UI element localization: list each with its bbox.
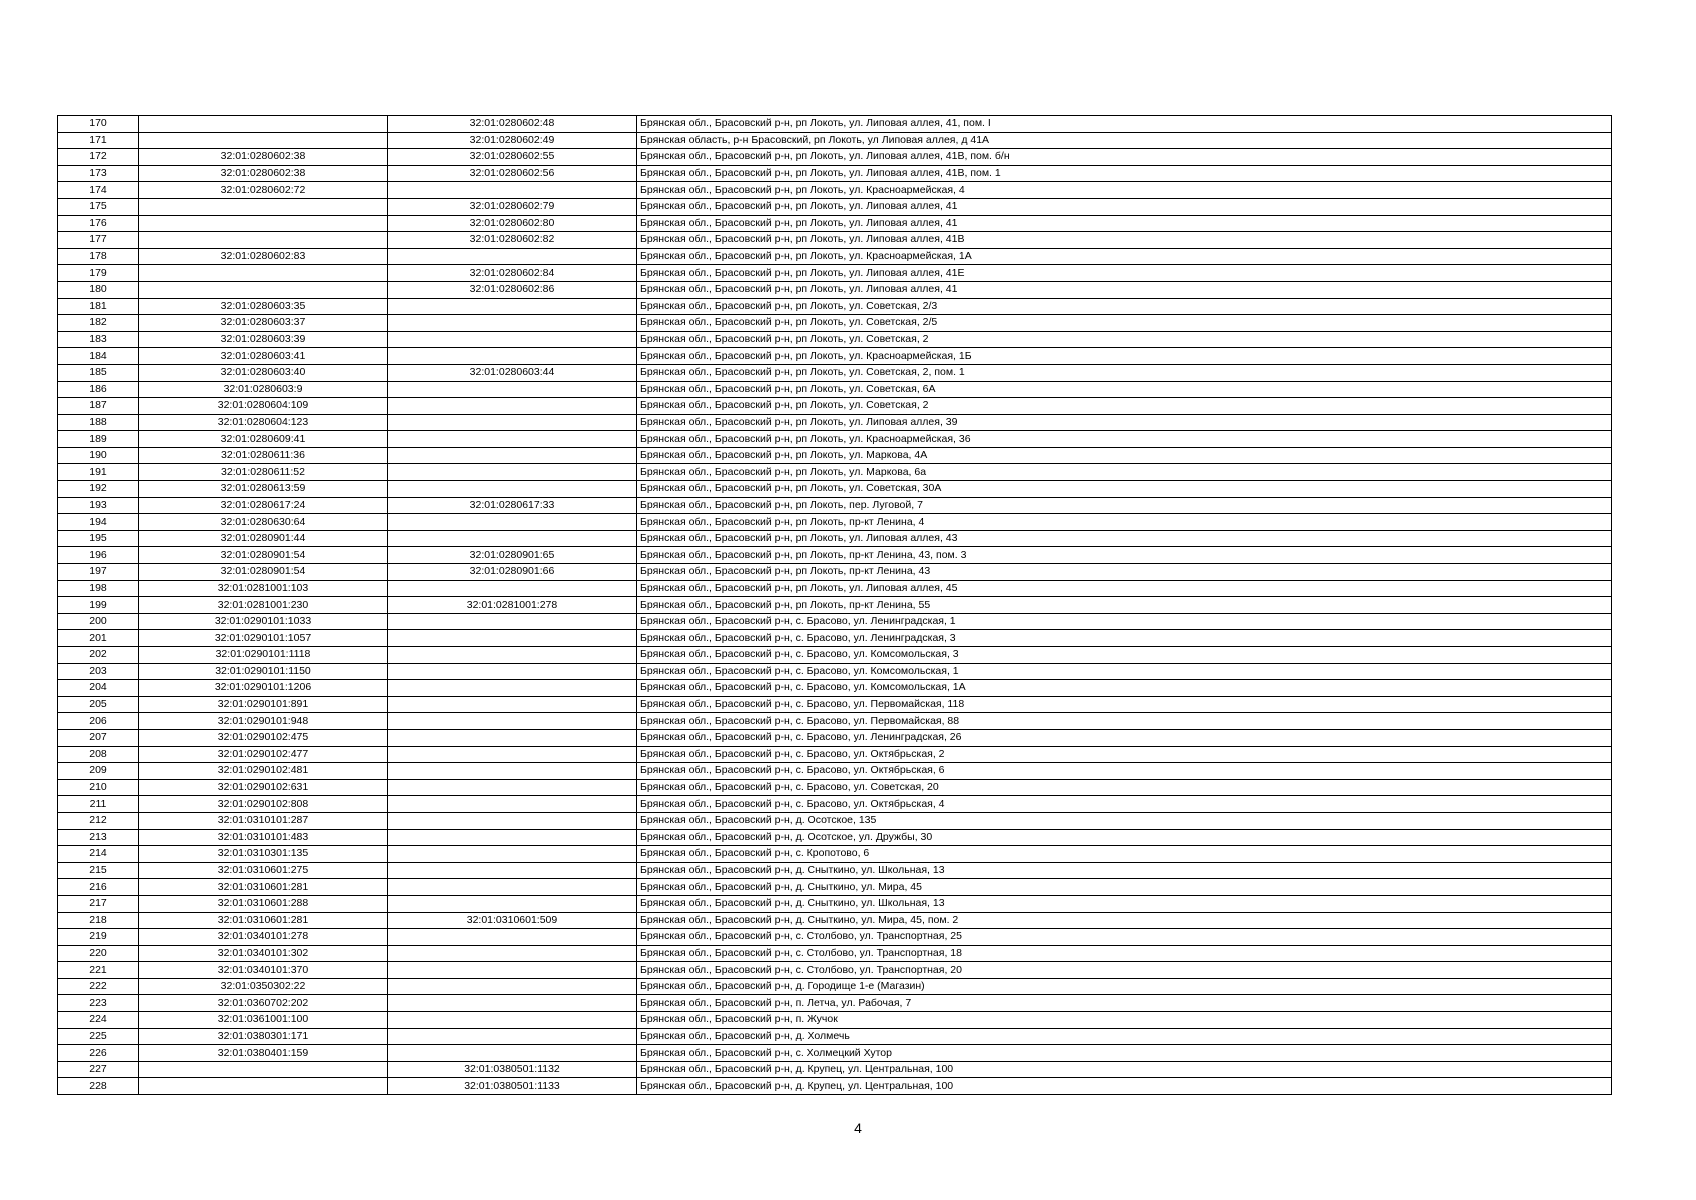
cadastral-number-cell: 32:01:0310101:483 [139, 829, 388, 846]
address-cell: Брянская обл., Брасовский р-н, рп Локоть, ул. Липовая аллея, 41В, пом. 1 [637, 165, 1612, 182]
row-number-cell: 187 [58, 398, 139, 415]
premises-cadastral-number-cell [388, 613, 637, 630]
cadastral-number-cell: 32:01:0360702:202 [139, 995, 388, 1012]
address-cell: Брянская обл., Брасовский р-н, рп Локоть, пер. Луговой, 7 [637, 497, 1612, 514]
premises-cadastral-number-cell [388, 945, 637, 962]
table-row [58, 232, 1612, 249]
premises-cadastral-number-cell [388, 630, 637, 647]
cadastral-number-cell [139, 198, 388, 215]
table-row [58, 248, 1612, 265]
premises-cadastral-number-cell [388, 580, 637, 597]
cadastral-number-cell: 32:01:0280603:9 [139, 381, 388, 398]
row-number-cell: 221 [58, 962, 139, 979]
address-cell: Брянская обл., Брасовский р-н, с. Брасово, ул. Первомайская, 118 [637, 696, 1612, 713]
cadastral-number-cell: 32:01:0290101:1150 [139, 663, 388, 680]
cadastral-number-cell: 32:01:0280603:41 [139, 348, 388, 365]
premises-cadastral-number-cell [388, 929, 637, 946]
table-row [58, 381, 1612, 398]
table-row [58, 945, 1612, 962]
premises-cadastral-number-cell [388, 829, 637, 846]
address-cell: Брянская обл., Брасовский р-н, с. Брасово, ул. Октябрьская, 2 [637, 746, 1612, 763]
row-number-cell: 193 [58, 497, 139, 514]
cadastral-number-cell: 32:01:0281001:103 [139, 580, 388, 597]
cadastral-number-cell: 32:01:0290101:1118 [139, 647, 388, 664]
row-number-cell: 175 [58, 198, 139, 215]
premises-cadastral-number-cell: 32:01:0280617:33 [388, 497, 637, 514]
premises-cadastral-number-cell [388, 447, 637, 464]
cadastral-number-cell [139, 281, 388, 298]
cadastral-number-cell: 32:01:0280611:36 [139, 447, 388, 464]
table-row [58, 182, 1612, 199]
table-row [58, 497, 1612, 514]
premises-cadastral-number-cell [388, 779, 637, 796]
row-number-cell: 211 [58, 796, 139, 813]
cadastral-number-cell: 32:01:0290101:891 [139, 696, 388, 713]
table-row [58, 895, 1612, 912]
cadastral-number-cell: 32:01:0310101:287 [139, 812, 388, 829]
address-cell: Брянская обл., Брасовский р-н, рп Локоть, пр-кт Ленина, 43, пом. 3 [637, 547, 1612, 564]
cadastral-number-cell: 32:01:0280613:59 [139, 481, 388, 498]
address-cell: Брянская обл., Брасовский р-н, рп Локоть, ул. Липовая аллея, 41 [637, 215, 1612, 232]
table-row [58, 414, 1612, 431]
cadastral-number-cell [139, 232, 388, 249]
premises-cadastral-number-cell: 32:01:0280602:55 [388, 149, 637, 166]
premises-cadastral-number-cell: 32:01:0280602:82 [388, 232, 637, 249]
premises-cadastral-number-cell [388, 763, 637, 780]
cadastral-number-cell: 32:01:0280901:54 [139, 564, 388, 581]
cadastral-number-cell [139, 132, 388, 149]
cadastral-number-cell: 32:01:0361001:100 [139, 1012, 388, 1029]
table-row [58, 514, 1612, 531]
premises-cadastral-number-cell: 32:01:0280602:56 [388, 165, 637, 182]
address-cell: Брянская обл., Брасовский р-н, п. Жучок [637, 1012, 1612, 1029]
cadastral-number-cell: 32:01:0290102:481 [139, 763, 388, 780]
table-row [58, 481, 1612, 498]
premises-cadastral-number-cell: 32:01:0280901:66 [388, 564, 637, 581]
premises-cadastral-number-cell: 32:01:0310601:509 [388, 912, 637, 929]
cadastral-number-cell: 32:01:0310601:281 [139, 879, 388, 896]
premises-cadastral-number-cell [388, 315, 637, 332]
address-cell: Брянская обл., Брасовский р-н, рп Локоть, ул. Липовая аллея, 41 [637, 281, 1612, 298]
row-number-cell: 177 [58, 232, 139, 249]
cadastral-number-cell: 32:01:0280603:37 [139, 315, 388, 332]
address-cell: Брянская обл., Брасовский р-н, рп Локоть, ул. Липовая аллея, 39 [637, 414, 1612, 431]
premises-cadastral-number-cell [388, 846, 637, 863]
address-cell: Брянская обл., Брасовский р-н, с. Брасово, ул. Ленинградская, 3 [637, 630, 1612, 647]
address-cell: Брянская обл., Брасовский р-н, д. Сныткино, ул. Мира, 45, пом. 2 [637, 912, 1612, 929]
cadastral-number-cell: 32:01:0380401:159 [139, 1045, 388, 1062]
address-cell: Брянская обл., Брасовский р-н, рп Локоть, ул. Красноармейская, 1Б [637, 348, 1612, 365]
cadastral-number-cell: 32:01:0280602:72 [139, 182, 388, 199]
cadastral-number-cell: 32:01:0290102:477 [139, 746, 388, 763]
address-cell: Брянская область, р-н Брасовский, рп Локоть, ул Липовая аллея, д 41А [637, 132, 1612, 149]
table-row [58, 298, 1612, 315]
table-row [58, 746, 1612, 763]
premises-cadastral-number-cell [388, 530, 637, 547]
table-row [58, 696, 1612, 713]
address-cell: Брянская обл., Брасовский р-н, д. Сныткино, ул. Мира, 45 [637, 879, 1612, 896]
premises-cadastral-number-cell [388, 862, 637, 879]
table-row [58, 580, 1612, 597]
row-number-cell: 204 [58, 680, 139, 697]
premises-cadastral-number-cell [388, 414, 637, 431]
premises-cadastral-number-cell [388, 647, 637, 664]
cadastral-number-cell: 32:01:0290101:1206 [139, 680, 388, 697]
row-number-cell: 210 [58, 779, 139, 796]
premises-cadastral-number-cell [388, 746, 637, 763]
row-number-cell: 170 [58, 116, 139, 133]
cadastral-number-cell: 32:01:0280603:40 [139, 364, 388, 381]
cadastral-number-cell: 32:01:0280602:38 [139, 165, 388, 182]
row-number-cell: 212 [58, 812, 139, 829]
cadastral-number-cell: 32:01:0310601:275 [139, 862, 388, 879]
address-cell: Брянская обл., Брасовский р-н, рп Локоть, ул. Маркова, 4А [637, 447, 1612, 464]
row-number-cell: 219 [58, 929, 139, 946]
cadastral-number-cell: 32:01:0340101:302 [139, 945, 388, 962]
cadastral-number-cell: 32:01:0280611:52 [139, 464, 388, 481]
premises-cadastral-number-cell [388, 1045, 637, 1062]
cadastral-table [57, 115, 1612, 1095]
premises-cadastral-number-cell [388, 729, 637, 746]
table-row [58, 398, 1612, 415]
cadastral-number-cell: 32:01:0280602:38 [139, 149, 388, 166]
table-row [58, 879, 1612, 896]
table-row [58, 962, 1612, 979]
address-cell: Брянская обл., Брасовский р-н, д. Крупец, ул. Центральная, 100 [637, 1061, 1612, 1078]
cadastral-number-cell: 32:01:0280604:109 [139, 398, 388, 415]
row-number-cell: 196 [58, 547, 139, 564]
premises-cadastral-number-cell: 32:01:0280602:80 [388, 215, 637, 232]
address-cell: Брянская обл., Брасовский р-н, д. Осотское, 135 [637, 812, 1612, 829]
row-number-cell: 218 [58, 912, 139, 929]
table-row [58, 680, 1612, 697]
premises-cadastral-number-cell: 32:01:0380501:1132 [388, 1061, 637, 1078]
table-row [58, 530, 1612, 547]
table-row [58, 132, 1612, 149]
premises-cadastral-number-cell: 32:01:0280603:44 [388, 364, 637, 381]
table-row [58, 149, 1612, 166]
row-number-cell: 197 [58, 564, 139, 581]
table-row [58, 547, 1612, 564]
address-cell: Брянская обл., Брасовский р-н, с. Брасово, ул. Октябрьская, 4 [637, 796, 1612, 813]
address-cell: Брянская обл., Брасовский р-н, рп Локоть, пр-кт Ленина, 4 [637, 514, 1612, 531]
cadastral-number-cell [139, 1061, 388, 1078]
address-cell: Брянская обл., Брасовский р-н, п. Летча, ул. Рабочая, 7 [637, 995, 1612, 1012]
row-number-cell: 198 [58, 580, 139, 597]
cadastral-number-cell: 32:01:0340101:370 [139, 962, 388, 979]
row-number-cell: 225 [58, 1028, 139, 1045]
premises-cadastral-number-cell [388, 696, 637, 713]
row-number-cell: 208 [58, 746, 139, 763]
address-cell: Брянская обл., Брасовский р-н, рп Локоть, ул. Советская, 2 [637, 331, 1612, 348]
premises-cadastral-number-cell [388, 398, 637, 415]
row-number-cell: 189 [58, 431, 139, 448]
cadastral-number-cell: 32:01:0290102:631 [139, 779, 388, 796]
table-row [58, 995, 1612, 1012]
premises-cadastral-number-cell: 32:01:0281001:278 [388, 597, 637, 614]
table-row [58, 862, 1612, 879]
cadastral-number-cell [139, 265, 388, 282]
cadastral-number-cell: 32:01:0290101:1057 [139, 630, 388, 647]
row-number-cell: 195 [58, 530, 139, 547]
cadastral-number-cell: 32:01:0310301:135 [139, 846, 388, 863]
row-number-cell: 202 [58, 647, 139, 664]
premises-cadastral-number-cell [388, 680, 637, 697]
premises-cadastral-number-cell [388, 879, 637, 896]
cadastral-number-cell: 32:01:0280603:35 [139, 298, 388, 315]
row-number-cell: 203 [58, 663, 139, 680]
row-number-cell: 207 [58, 729, 139, 746]
row-number-cell: 180 [58, 281, 139, 298]
address-cell: Брянская обл., Брасовский р-н, рп Локоть, ул. Советская, 2 [637, 398, 1612, 415]
table-row [58, 1028, 1612, 1045]
table-row [58, 829, 1612, 846]
cadastral-number-cell: 32:01:0380301:171 [139, 1028, 388, 1045]
premises-cadastral-number-cell: 32:01:0280602:79 [388, 198, 637, 215]
cadastral-number-cell: 32:01:0350302:22 [139, 978, 388, 995]
row-number-cell: 205 [58, 696, 139, 713]
row-number-cell: 222 [58, 978, 139, 995]
address-cell: Брянская обл., Брасовский р-н, рп Локоть, ул. Советская, 2, пом. 1 [637, 364, 1612, 381]
row-number-cell: 185 [58, 364, 139, 381]
row-number-cell: 184 [58, 348, 139, 365]
premises-cadastral-number-cell [388, 812, 637, 829]
address-cell: Брянская обл., Брасовский р-н, с. Брасово, ул. Комсомольская, 1А [637, 680, 1612, 697]
table-row [58, 729, 1612, 746]
premises-cadastral-number-cell [388, 348, 637, 365]
table-row [58, 812, 1612, 829]
address-cell: Брянская обл., Брасовский р-н, с. Брасово, ул. Ленинградская, 26 [637, 729, 1612, 746]
row-number-cell: 200 [58, 613, 139, 630]
row-number-cell: 214 [58, 846, 139, 863]
address-cell: Брянская обл., Брасовский р-н, рп Локоть, ул. Советская, 2/5 [637, 315, 1612, 332]
premises-cadastral-number-cell [388, 1012, 637, 1029]
table-row [58, 331, 1612, 348]
cadastral-number-cell: 32:01:0290102:475 [139, 729, 388, 746]
row-number-cell: 179 [58, 265, 139, 282]
page-number: 4 [854, 1120, 862, 1136]
cadastral-number-cell [139, 116, 388, 133]
premises-cadastral-number-cell [388, 895, 637, 912]
table-row [58, 929, 1612, 946]
address-cell: Брянская обл., Брасовский р-н, с. Брасово, ул. Комсомольская, 3 [637, 647, 1612, 664]
table-row [58, 713, 1612, 730]
premises-cadastral-number-cell [388, 464, 637, 481]
table-row [58, 1078, 1612, 1095]
address-cell: Брянская обл., Брасовский р-н, рп Локоть, ул. Липовая аллея, 41 [637, 198, 1612, 215]
row-number-cell: 209 [58, 763, 139, 780]
cadastral-number-cell: 32:01:0280630:64 [139, 514, 388, 531]
row-number-cell: 183 [58, 331, 139, 348]
cadastral-number-cell: 32:01:0280602:83 [139, 248, 388, 265]
row-number-cell: 182 [58, 315, 139, 332]
row-number-cell: 228 [58, 1078, 139, 1095]
address-cell: Брянская обл., Брасовский р-н, д. Городище 1-е (Магазин) [637, 978, 1612, 995]
cadastral-table-body [58, 116, 1612, 1095]
table-row [58, 198, 1612, 215]
row-number-cell: 223 [58, 995, 139, 1012]
address-cell: Брянская обл., Брасовский р-н, рп Локоть, ул. Липовая аллея, 45 [637, 580, 1612, 597]
address-cell: Брянская обл., Брасовский р-н, рп Локоть, ул. Красноармейская, 1А [637, 248, 1612, 265]
row-number-cell: 188 [58, 414, 139, 431]
address-cell: Брянская обл., Брасовский р-н, с. Брасово, ул. Советская, 20 [637, 779, 1612, 796]
premises-cadastral-number-cell [388, 995, 637, 1012]
table-row [58, 846, 1612, 863]
address-cell: Брянская обл., Брасовский р-н, д. Сныткино, ул. Школьная, 13 [637, 862, 1612, 879]
address-cell: Брянская обл., Брасовский р-н, с. Брасово, ул. Ленинградская, 1 [637, 613, 1612, 630]
table-row [58, 1061, 1612, 1078]
premises-cadastral-number-cell [388, 248, 637, 265]
row-number-cell: 201 [58, 630, 139, 647]
premises-cadastral-number-cell: 32:01:0280602:84 [388, 265, 637, 282]
table-row [58, 447, 1612, 464]
row-number-cell: 227 [58, 1061, 139, 1078]
premises-cadastral-number-cell [388, 663, 637, 680]
table-row [58, 912, 1612, 929]
premises-cadastral-number-cell [388, 431, 637, 448]
address-cell: Брянская обл., Брасовский р-н, рп Локоть, ул. Красноармейская, 4 [637, 182, 1612, 199]
cadastral-number-cell: 32:01:0290101:948 [139, 713, 388, 730]
address-cell: Брянская обл., Брасовский р-н, с. Брасово, ул. Октябрьская, 6 [637, 763, 1612, 780]
row-number-cell: 215 [58, 862, 139, 879]
premises-cadastral-number-cell [388, 381, 637, 398]
address-cell: Брянская обл., Брасовский р-н, рп Локоть, ул. Красноармейская, 36 [637, 431, 1612, 448]
table-row [58, 116, 1612, 133]
table-row [58, 364, 1612, 381]
row-number-cell: 194 [58, 514, 139, 531]
row-number-cell: 173 [58, 165, 139, 182]
address-cell: Брянская обл., Брасовский р-н, рп Локоть, ул. Липовая аллея, 41, пом. I [637, 116, 1612, 133]
premises-cadastral-number-cell: 32:01:0280602:49 [388, 132, 637, 149]
cadastral-number-cell: 32:01:0280901:54 [139, 547, 388, 564]
row-number-cell: 181 [58, 298, 139, 315]
row-number-cell: 178 [58, 248, 139, 265]
row-number-cell: 213 [58, 829, 139, 846]
table-row [58, 663, 1612, 680]
cadastral-number-cell: 32:01:0310601:288 [139, 895, 388, 912]
premises-cadastral-number-cell [388, 331, 637, 348]
address-cell: Брянская обл., Брасовский р-н, рп Локоть, ул. Липовая аллея, 43 [637, 530, 1612, 547]
table-row [58, 1045, 1612, 1062]
row-number-cell: 226 [58, 1045, 139, 1062]
premises-cadastral-number-cell [388, 978, 637, 995]
table-row [58, 431, 1612, 448]
address-cell: Брянская обл., Брасовский р-н, с. Брасово, ул. Комсомольская, 1 [637, 663, 1612, 680]
cadastral-number-cell [139, 215, 388, 232]
table-row [58, 348, 1612, 365]
cadastral-number-cell [139, 1078, 388, 1095]
table-row [58, 315, 1612, 332]
address-cell: Брянская обл., Брасовский р-н, д. Холмечь [637, 1028, 1612, 1045]
cadastral-number-cell: 32:01:0280603:39 [139, 331, 388, 348]
table-row [58, 215, 1612, 232]
address-cell: Брянская обл., Брасовский р-н, с. Кропотово, 6 [637, 846, 1612, 863]
row-number-cell: 190 [58, 447, 139, 464]
premises-cadastral-number-cell [388, 481, 637, 498]
premises-cadastral-number-cell [388, 514, 637, 531]
premises-cadastral-number-cell: 32:01:0280602:86 [388, 281, 637, 298]
premises-cadastral-number-cell: 32:01:0380501:1133 [388, 1078, 637, 1095]
table-row [58, 763, 1612, 780]
table-row [58, 630, 1612, 647]
premises-cadastral-number-cell [388, 713, 637, 730]
address-cell: Брянская обл., Брасовский р-н, рп Локоть, пр-кт Ленина, 43 [637, 564, 1612, 581]
table-row [58, 779, 1612, 796]
address-cell: Брянская обл., Брасовский р-н, рп Локоть, ул. Советская, 30А [637, 481, 1612, 498]
address-cell: Брянская обл., Брасовский р-н, с. Столбово, ул. Транспортная, 20 [637, 962, 1612, 979]
cadastral-number-cell: 32:01:0280901:44 [139, 530, 388, 547]
table-row [58, 613, 1612, 630]
cadastral-number-cell: 32:01:0290101:1033 [139, 613, 388, 630]
cadastral-number-cell: 32:01:0290102:808 [139, 796, 388, 813]
cadastral-number-cell: 32:01:0281001:230 [139, 597, 388, 614]
table-row [58, 978, 1612, 995]
table-row [58, 564, 1612, 581]
table-row [58, 265, 1612, 282]
row-number-cell: 206 [58, 713, 139, 730]
cadastral-number-cell: 32:01:0280609:41 [139, 431, 388, 448]
cadastral-number-cell: 32:01:0280604:123 [139, 414, 388, 431]
premises-cadastral-number-cell [388, 962, 637, 979]
address-cell: Брянская обл., Брасовский р-н, с. Столбово, ул. Транспортная, 18 [637, 945, 1612, 962]
row-number-cell: 176 [58, 215, 139, 232]
cadastral-number-cell: 32:01:0340101:278 [139, 929, 388, 946]
address-cell: Брянская обл., Брасовский р-н, рп Локоть, ул. Липовая аллея, 41Е [637, 265, 1612, 282]
address-cell: Брянская обл., Брасовский р-н, рп Локоть, ул. Липовая аллея, 41В [637, 232, 1612, 249]
row-number-cell: 172 [58, 149, 139, 166]
address-cell: Брянская обл., Брасовский р-н, д. Крупец, ул. Центральная, 100 [637, 1078, 1612, 1095]
premises-cadastral-number-cell [388, 182, 637, 199]
premises-cadastral-number-cell [388, 796, 637, 813]
table-row [58, 647, 1612, 664]
cadastral-number-cell: 32:01:0280617:24 [139, 497, 388, 514]
premises-cadastral-number-cell: 32:01:0280602:48 [388, 116, 637, 133]
address-cell: Брянская обл., Брасовский р-н, с. Холмецкий Хутор [637, 1045, 1612, 1062]
table-row [58, 165, 1612, 182]
row-number-cell: 192 [58, 481, 139, 498]
row-number-cell: 217 [58, 895, 139, 912]
table-row [58, 464, 1612, 481]
address-cell: Брянская обл., Брасовский р-н, рп Локоть, ул. Маркова, 6а [637, 464, 1612, 481]
address-cell: Брянская обл., Брасовский р-н, с. Столбово, ул. Транспортная, 25 [637, 929, 1612, 946]
row-number-cell: 174 [58, 182, 139, 199]
table-row [58, 796, 1612, 813]
premises-cadastral-number-cell [388, 298, 637, 315]
table-row [58, 281, 1612, 298]
table-row [58, 1012, 1612, 1029]
row-number-cell: 171 [58, 132, 139, 149]
row-number-cell: 220 [58, 945, 139, 962]
address-cell: Брянская обл., Брасовский р-н, д. Сныткино, ул. Школьная, 13 [637, 895, 1612, 912]
address-cell: Брянская обл., Брасовский р-н, с. Брасово, ул. Первомайская, 88 [637, 713, 1612, 730]
address-cell: Брянская обл., Брасовский р-н, рп Локоть, ул. Липовая аллея, 41В, пом. б/н [637, 149, 1612, 166]
row-number-cell: 216 [58, 879, 139, 896]
row-number-cell: 191 [58, 464, 139, 481]
row-number-cell: 186 [58, 381, 139, 398]
premises-cadastral-number-cell [388, 1028, 637, 1045]
row-number-cell: 199 [58, 597, 139, 614]
premises-cadastral-number-cell: 32:01:0280901:65 [388, 547, 637, 564]
address-cell: Брянская обл., Брасовский р-н, рп Локоть, пр-кт Ленина, 55 [637, 597, 1612, 614]
table-row [58, 597, 1612, 614]
row-number-cell: 224 [58, 1012, 139, 1029]
cadastral-number-cell: 32:01:0310601:281 [139, 912, 388, 929]
address-cell: Брянская обл., Брасовский р-н, рп Локоть, ул. Советская, 2/3 [637, 298, 1612, 315]
address-cell: Брянская обл., Брасовский р-н, рп Локоть, ул. Советская, 6А [637, 381, 1612, 398]
address-cell: Брянская обл., Брасовский р-н, д. Осотское, ул. Дружбы, 30 [637, 829, 1612, 846]
